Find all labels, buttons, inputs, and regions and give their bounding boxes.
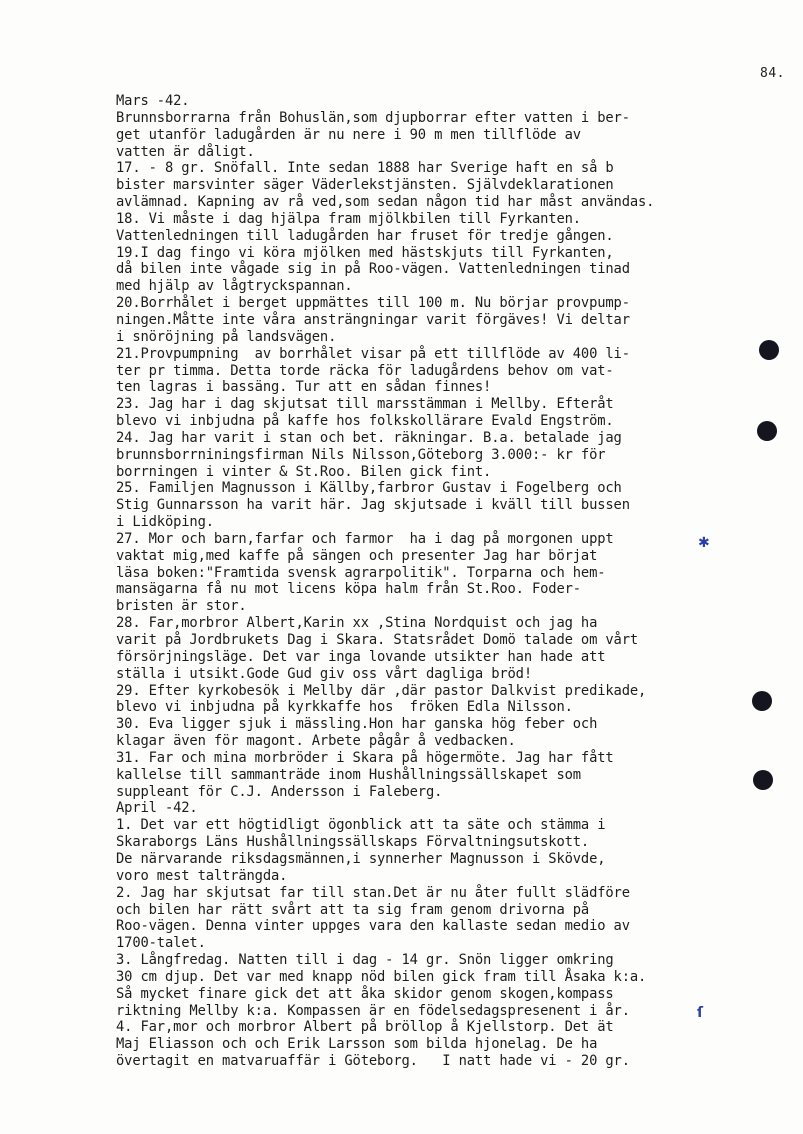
punch-hole: [759, 340, 779, 360]
text-line: läsa boken:"Framtida svensk agrarpolitik". Torparna och hem-: [116, 564, 606, 581]
text-line: mansägarna få nu mot licens köpa halm från St.Roo. Foder-: [116, 581, 581, 598]
text-line: blevo vi inbjudna på kaffe hos folkskollärare Evald Engström.: [116, 413, 614, 430]
text-line: suppleant för C.J. Andersson i Faleberg.: [116, 783, 443, 800]
text-line: 2. Jag har skjutsat far till stan.Det är nu åter fullt slädföre: [116, 884, 630, 901]
text-line: 1. Det var ett högtidligt ögonblick att ta säte och stämma i: [116, 817, 606, 834]
text-line: vatten är dåligt.: [116, 143, 255, 160]
typewritten-text: [116, 93, 766, 1070]
text-line: försörjningsläge. Det var inga lovande utsikter han hade att: [116, 648, 606, 665]
text-line: ningen.Måtte inte våra ansträngningar varit förgäves! Vi deltar: [116, 311, 630, 328]
text-line: brunnsborrniningsfirman Nils Nilsson,Göteborg 3.000:- kr för: [116, 446, 606, 463]
text-line: 28. Far,morbror Albert,Karin xx ,Stina Nordquist och jag ha: [116, 615, 598, 632]
text-line: Roo-vägen. Denna vinter uppges vara den kallaste sedan medio av: [116, 918, 630, 935]
text-line: blevo vi inbjudna på kyrkkaffe hos fröken Edla Nilsson.: [116, 699, 573, 716]
text-line: 17. - 8 gr. Snöfall. Inte sedan 1888 har Sverige haft en så b: [116, 160, 614, 177]
text-line: 29. Efter kyrkobesök i Mellby där ,där pastor Dalkvist predikade,: [116, 682, 647, 699]
text-line: 23. Jag har i dag skjutsat till marsstämman i Mellby. Efteråt: [116, 396, 614, 413]
text-line: Brunnsborrarna från Bohuslän,som djupborrar efter vatten i ber-: [116, 109, 630, 126]
text-line: 25. Familjen Magnusson i Källby,farbror Gustav i Fogelberg och: [116, 480, 622, 497]
text-line: borrningen i vinter & St.Roo. Bilen gick fint.: [116, 463, 492, 480]
text-line: 3. Långfredag. Natten till i dag - 14 gr. Snön ligger omkring: [116, 952, 614, 969]
text-line: get utanför ladugården är nu nere i 90 m men tillflöde av: [116, 126, 581, 143]
text-line: bister marsvinter säger Väderlekstjänsten. Självdeklarationen: [116, 177, 614, 194]
text-line: 27. Mor och barn,farfar och farmor ha i dag på morgonen uppt: [116, 530, 614, 547]
text-line: 18. Vi måste i dag hjälpa fram mjölkbilen till Fyrkanten.: [116, 210, 581, 227]
text-line: 4. Far,mor och morbror Albert på bröllop å Kjellstorp. Det ät: [116, 1019, 614, 1036]
text-line: 19.I dag fingo vi köra mjölken med hästskjuts till Fyrkanten,: [116, 244, 614, 261]
text-line: avlämnad. Kapning av rå ved,som sedan någon tid har måst användas.: [116, 194, 655, 211]
text-line: voro mest talträngda.: [116, 867, 288, 884]
text-line: Så mycket finare gick det att åka skidor genom skogen,kompass: [116, 985, 614, 1002]
text-line: De närvarande riksdagsmännen,i synnerher Magnusson i Skövde,: [116, 850, 606, 867]
text-line: riktning Mellby k:a. Kompassen är en födelsedagspresenent i år.: [116, 1002, 630, 1019]
text-line: 30 cm djup. Det var med knapp nöd bilen gick fram till Åsaka k:a.: [116, 968, 647, 985]
punch-hole: [752, 691, 772, 711]
text-line: i snöröjning på landsvägen.: [116, 328, 337, 345]
text-line: 31. Far och mina morbröder i Skara på högermöte. Jag har fått: [116, 749, 614, 766]
punch-hole: [753, 770, 773, 790]
text-line: ten lagras i bassäng. Tur att en sådan finnes!: [116, 379, 492, 396]
text-line: kallelse till sammanträde inom Hushållningssällskapet som: [116, 766, 581, 783]
text-line: Mars -42.: [116, 93, 190, 109]
text-line: 24. Jag har varit i stan och bet. räkningar. B.a. betalade jag: [116, 429, 622, 446]
text-line: Skaraborgs Läns Hushållningssällskaps Förvaltningsutskott.: [116, 834, 590, 851]
page-number: 84.: [760, 66, 785, 81]
text-line: övertagit en matvaruaffär i Göteborg. I natt hade vi - 20 gr.: [116, 1053, 630, 1070]
text-line: Stig Gunnarsson ha varit här. Jag skjutsade i kväll till bussen: [116, 497, 630, 514]
text-line: Vattenledningen till ladugården har fruset för tredje gången.: [116, 227, 614, 244]
punch-hole: [757, 421, 777, 441]
text-line: varit på Jordbrukets Dag i Skara. Statsrådet Domö talade om vårt: [116, 632, 639, 648]
text-line: 30. Eva ligger sjuk i mässling.Hon har ganska hög feber och: [116, 716, 598, 733]
text-line: och bilen har rätt svårt att ta sig fram genom drivorna på: [116, 901, 590, 918]
ink-correction-mark: ✱: [698, 535, 710, 551]
text-line: ställa i utsikt.Gode Gud giv oss vårt dagliga bröd!: [116, 665, 532, 682]
text-line: April -42.: [116, 800, 198, 817]
text-line: med hjälp av lågtryckspannan.: [116, 278, 353, 295]
text-line: i Lidköping.: [116, 514, 214, 531]
text-line: 21.Provpumpning av borrhålet visar på ett tillflöde av 400 li-: [116, 345, 630, 362]
text-line: bristen är stor.: [116, 598, 247, 615]
text-line: Maj Eliasson och och Erik Larsson som bilda hjonelag. De ha: [116, 1036, 598, 1053]
ink-correction-mark: ſ: [697, 1005, 704, 1021]
text-line: 20.Borrhålet i berget uppmättes till 100 m. Nu börjar provpump-: [116, 295, 630, 312]
text-line: 1700-talet.: [116, 935, 206, 952]
text-line: ter pr timma. Detta torde räcka för ladugårdens behov om vat-: [116, 362, 614, 379]
text-line: klagar även för magont. Arbete pågår å vedbacken.: [116, 733, 516, 750]
text-line: då bilen inte vågade sig in på Roo-vägen. Vattenledningen tinad: [116, 261, 630, 278]
text-line: vaktat mig,med kaffe på sängen och presenter Jag har börjat: [116, 547, 598, 564]
